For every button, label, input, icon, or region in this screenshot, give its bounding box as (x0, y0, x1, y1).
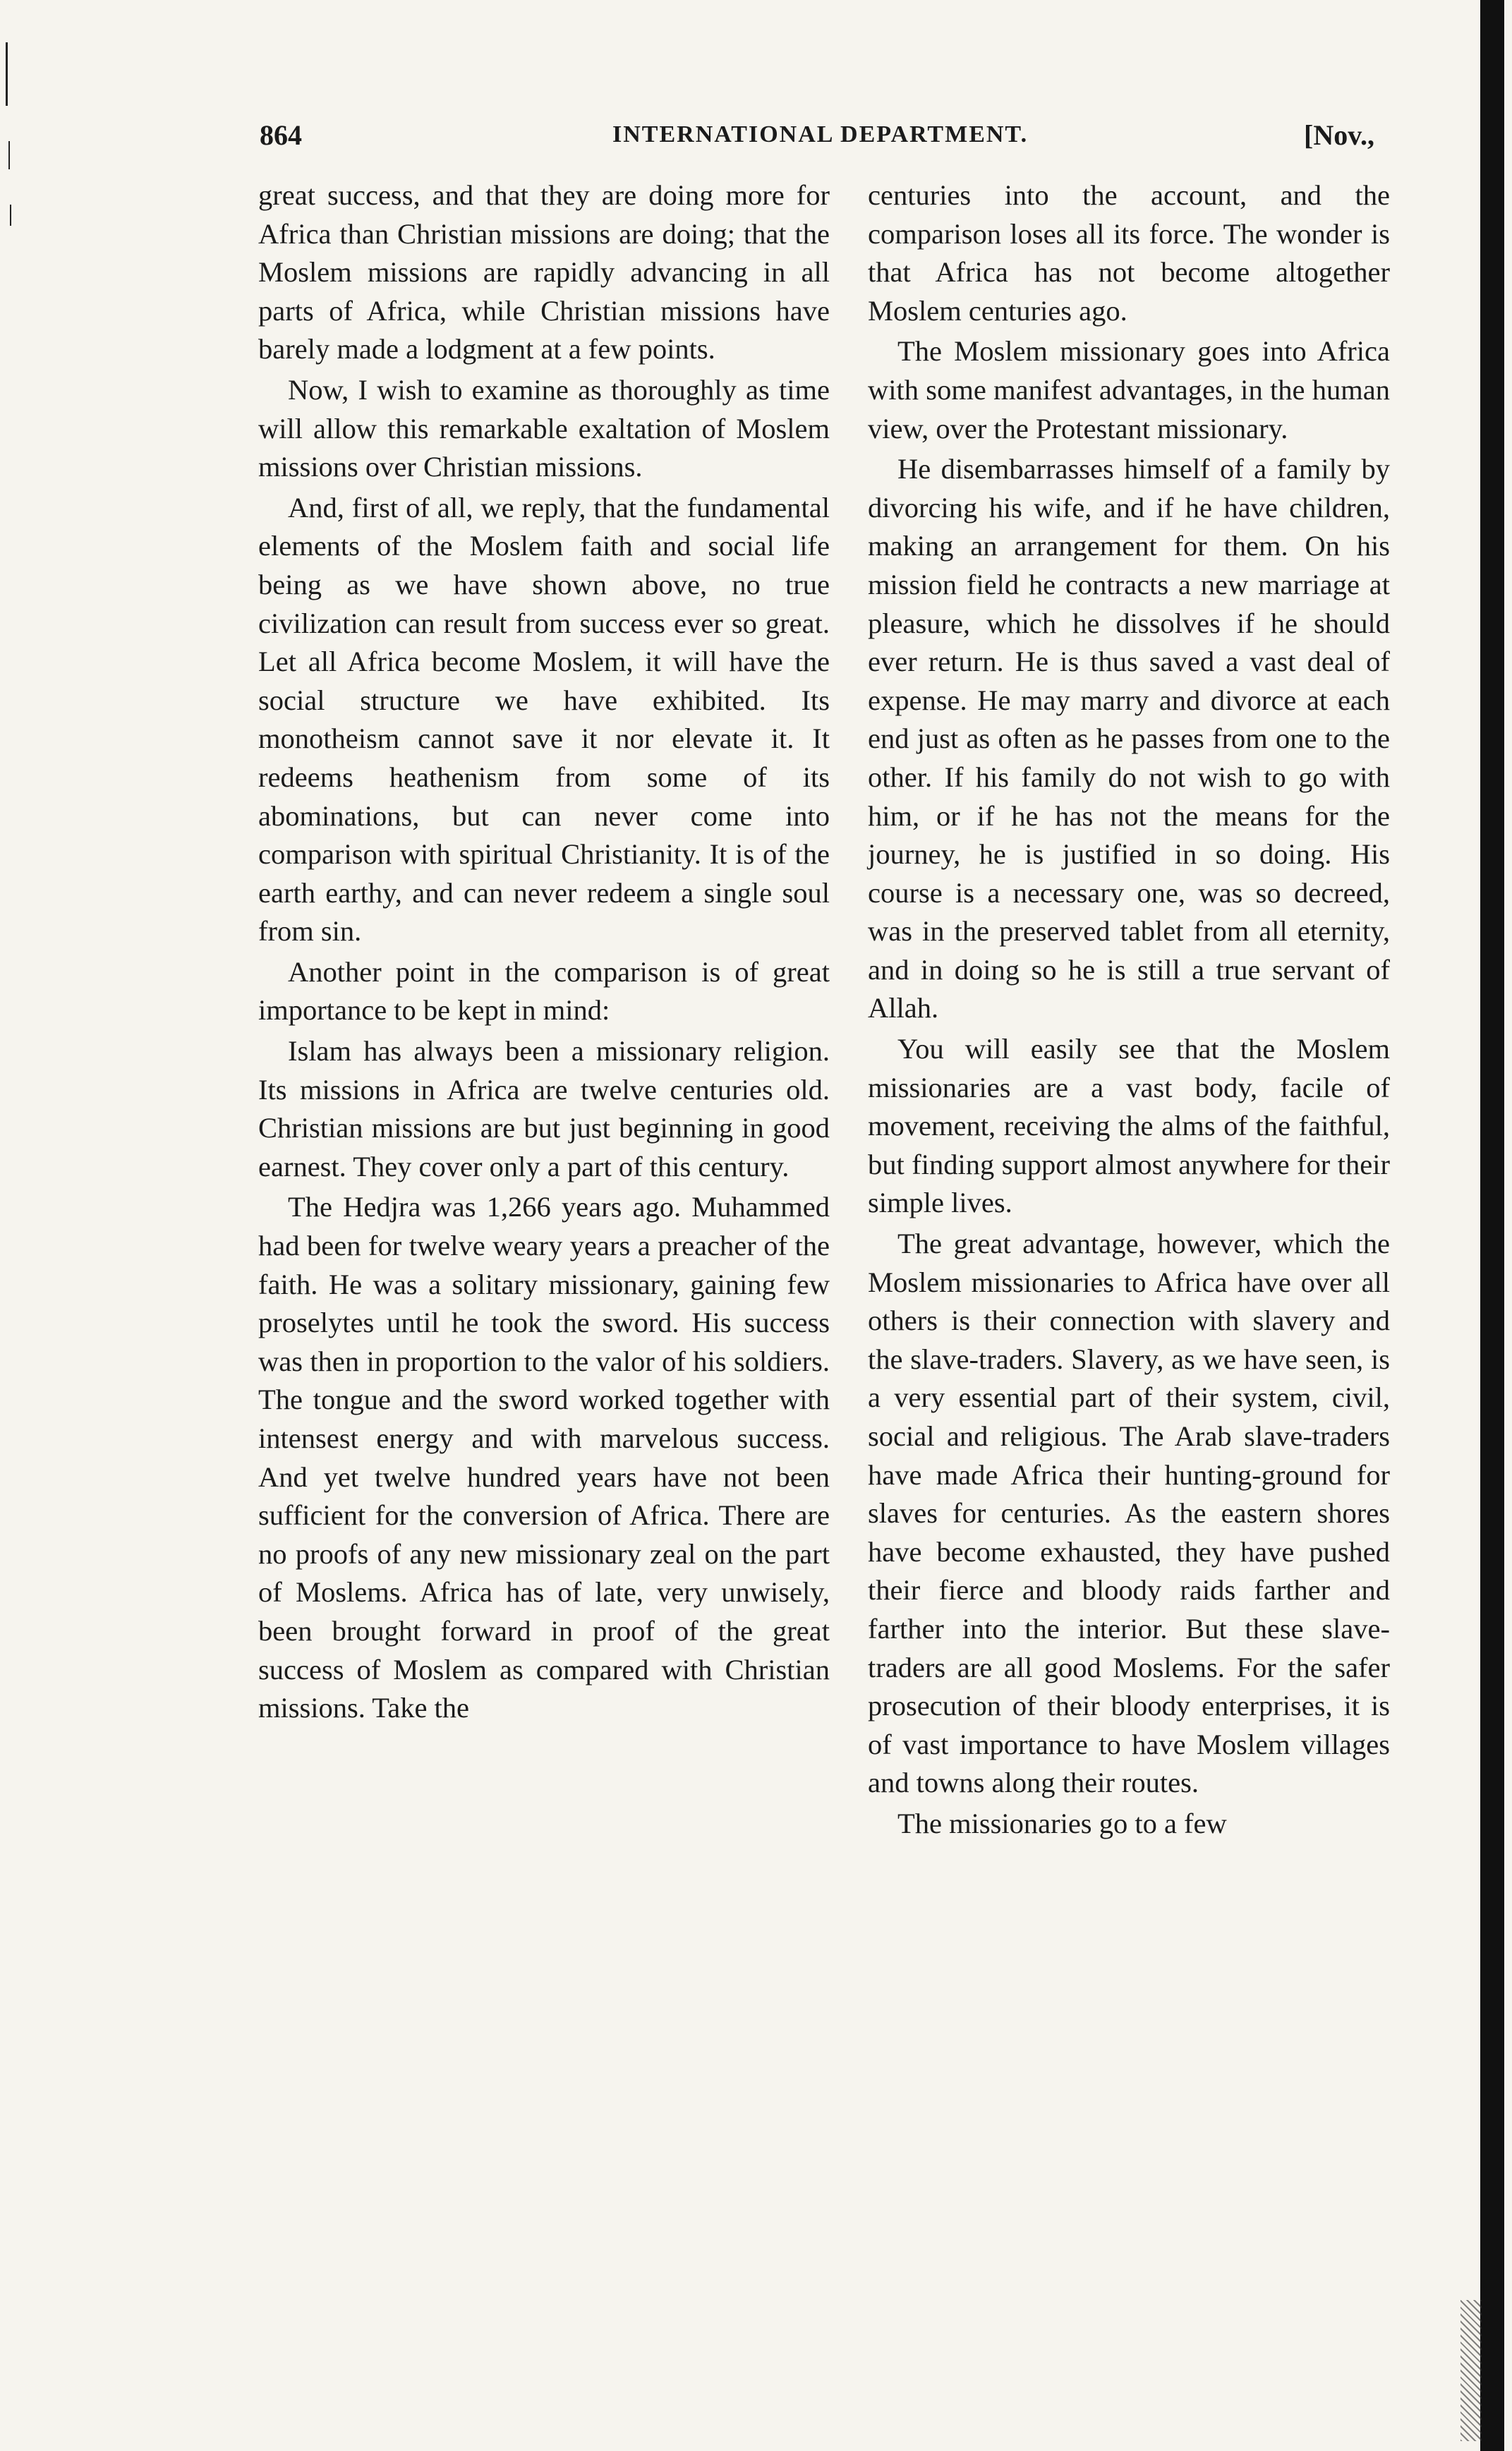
paragraph: great success, and that they are doing more for Africa than Christian missions are doing; that the Moslem missions are rapidly advancing in all parts of Africa, while Christian missions have barely made a lodgment at a few points. (258, 179, 830, 365)
paragraph: Another point in the comparison is of great importance to be kept in mind: (258, 955, 830, 1027)
paragraph: You will easily see that the Moslem missionaries are a vast body, facile of movement, receiving the alms of the faithful, but finding support almost anywhere for their simple lives. (868, 1033, 1390, 1219)
page-number: 864 (260, 119, 302, 151)
paragraph: The great advantage, however, which the Moslem missionaries to Africa have over all others is their connection with slavery and the slave-traders. Slavery, as we have seen, is a very essential part of their system, civil, social and religious. The Arab slave-traders have made Africa their hunting-ground for slaves for centuries. As the eastern shores have become exhausted, they have pushed their fierce and bloody raids farther and farther into the interior. But these slave-traders are all good Moslems. For the safer prosecution of their bloody enterprises, it is of vast importance to have Moslem villages and towns along their routes. (868, 1228, 1390, 1799)
scan-binding-edge (1480, 0, 1504, 2451)
scan-edge-mark (10, 205, 11, 226)
scan-edge-mark (6, 42, 8, 106)
paragraph: And, first of all, we reply, that the fundamental elements of the Moslem faith and social life being as we have shown above, no true civilization can result from success ever so great. Let all Africa become Moslem, it will have the social structure we have exhibited. Its monotheism cannot save it nor elevate it. It redeems heathenism from some of its abominations, but can never come into comparison with spiritual Christianity. It is of the earth earthy, and can never redeem a single soul from sin. (258, 491, 830, 948)
month-label: [Nov., (1304, 119, 1374, 151)
paragraph: The Hedjra was 1,266 years ago. Muhammed had been for twelve weary years a preacher of the faith. He was a solitary missionary, gaining few proselytes until he took the sword. His success was then in proportion to the valor of his soldiers. The tongue and the sword worked together with intensest energy and with marvelous success. And yet twelve hundred years have not been sufficient for the conversion of Africa. There are no proofs of any new missionary zeal on the part of Moslems. Africa has of late, very unwisely, been brought forward in proof of the great success of Moslem as compared with Christian missions. Take the (258, 1191, 830, 1724)
scan-speckle (1460, 2300, 1482, 2441)
right-column (868, 176, 1390, 1844)
paragraph: Islam has always been a missionary religion. Its missions in Africa are twelve centuries old. Christian missions are but just beginning in good earnest. They cover only a part of this century. (258, 1035, 830, 1182)
paragraph: The missionaries go to a few (897, 1807, 1227, 1839)
paragraph: centuries into the account, and the comparison loses all its force. The wonder is that Africa has not become altogether Moslem centuries ago. (868, 179, 1390, 327)
paragraph: He disembarrasses himself of a family by divorcing his wife, and if he have children, making an arrangement for them. On his mission field he contracts a new marriage at pleasure, which he dissolves if he should ever return. He is thus saved a vast deal of expense. He may marry and divorce at each end just as often as he passes from one to the other. If his family do not wish to go with him, or if he has not the means for the journey, he is justified in so doing. His course is a necessary one, was so decreed, was in the preserved tablet from all eternity, and in doing so he is still a true servant of Allah. (868, 453, 1390, 1024)
left-column (258, 176, 830, 1728)
department-title: INTERNATIONAL DEPARTMENT. (612, 121, 1029, 147)
scan-edge-mark (8, 141, 10, 169)
paragraph: Now, I wish to examine as thoroughly as time will allow this remarkable exaltation of Moslem missions over Christian missions. (258, 373, 830, 483)
paragraph: The Moslem missionary goes into Africa with some manifest advantages, in the human view, over the Protestant missionary. (868, 335, 1390, 444)
running-header (260, 119, 1389, 161)
